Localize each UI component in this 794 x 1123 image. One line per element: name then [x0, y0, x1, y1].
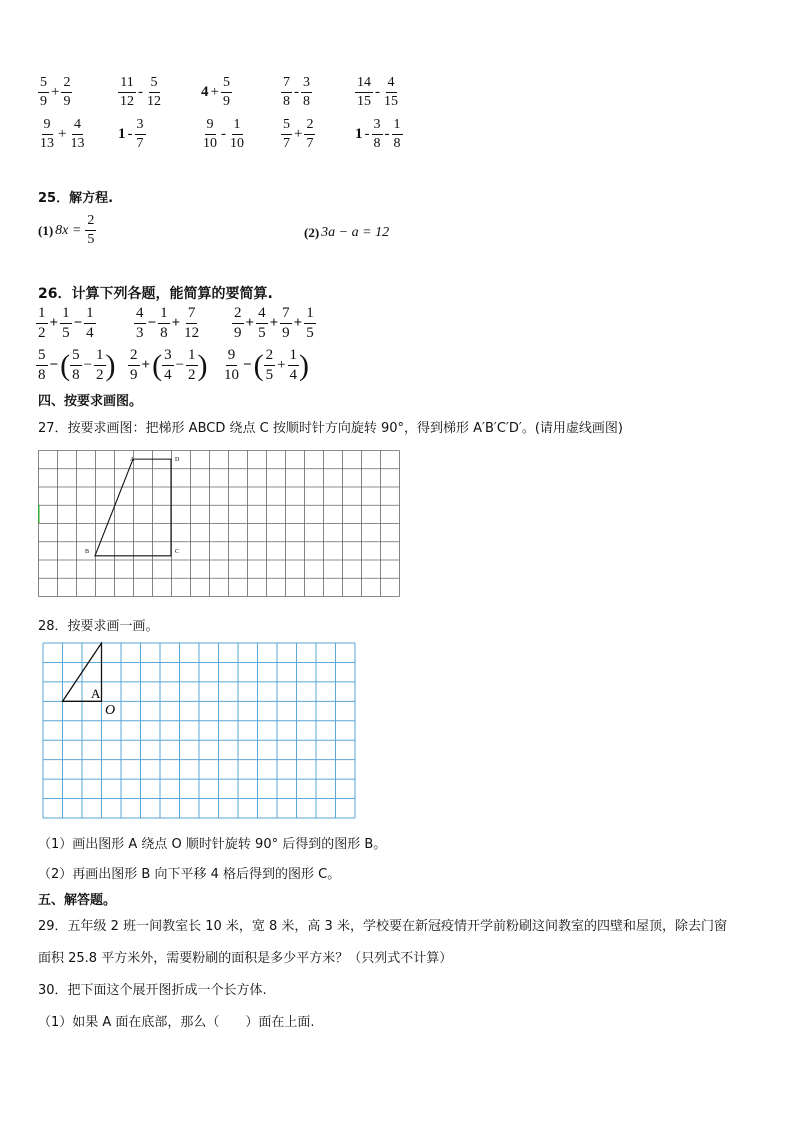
fraction: $\frac{3}{8}$: [303, 75, 310, 109]
q29-line1: 29．五年级 2 班一间教室长 10 米，宽 8 米，高 3 米，学校要在新冠疫情开学前粉刷这间教室的四壁和屋顶，除去门窗: [38, 919, 727, 934]
fraction-exercise: [355, 118, 403, 151]
operator: +: [51, 84, 60, 100]
simplify-exercise: [232, 306, 316, 341]
fraction: $\frac{7}{12}$: [184, 305, 200, 341]
fraction: $\frac{11}{12}$: [120, 75, 134, 109]
fraction: $\frac{9}{10}$: [224, 347, 239, 383]
simplify-exercise: [222, 348, 309, 383]
fraction: $\frac{4}{3}$: [136, 305, 144, 341]
operator: -: [221, 126, 226, 142]
operator: +: [171, 315, 181, 331]
simplify-exercise: [128, 348, 208, 383]
q25-p2-expr: 3a − a = 12: [321, 225, 390, 240]
fraction: $\frac{1}{8}$: [160, 305, 168, 341]
operator: +: [49, 315, 59, 331]
fraction: $\frac{9}{10}$: [203, 117, 217, 151]
parenthesis-group: ( $\frac{5}{8}$ − $\frac{1}{2}$ ): [60, 347, 116, 383]
fraction: $\frac{1}{5}$: [306, 305, 314, 341]
fraction: $\frac{5}{12}$: [147, 75, 161, 109]
fraction: $\frac{2}{5}$: [265, 347, 274, 383]
operator: −: [73, 315, 83, 331]
operator: −: [175, 357, 185, 373]
fraction-exercise: [281, 118, 315, 151]
fraction-exercise: [118, 118, 146, 151]
section-four-heading: 四、按要求画图。: [38, 394, 143, 409]
fraction: $\frac{1}{8}$: [393, 117, 401, 151]
label-a: A: [130, 457, 135, 463]
fraction: $\frac{14}{15}$: [357, 75, 371, 109]
label-c: C: [175, 549, 180, 555]
fraction-exercise: [38, 118, 86, 151]
fraction: $\frac{1}{2}$: [96, 347, 104, 383]
fraction-block: [38, 76, 758, 166]
q26-title: 26．计算下列各题，能简算的要简算.: [38, 286, 273, 302]
fraction: $\frac{1}{4}$: [289, 347, 298, 383]
whole-number: 1: [118, 126, 126, 142]
fraction: $\frac{4}{5}$: [258, 305, 266, 341]
fraction: $\frac{3}{7}$: [136, 117, 144, 151]
operator: −: [243, 357, 252, 373]
operator: +: [58, 126, 67, 142]
fraction: $\frac{4}{15}$: [384, 75, 398, 109]
operator: +: [277, 357, 286, 373]
fraction: $\frac{2}{9}$: [234, 305, 242, 341]
whole-number: 1: [355, 126, 363, 142]
q25-p1-frac: $\frac{2}{5}$: [87, 213, 95, 247]
q28-grid-figure: [42, 642, 360, 820]
fraction: $\frac{1}{5}$: [62, 305, 70, 341]
parenthesis-group: ( $\frac{3}{4}$ − $\frac{1}{2}$ ): [152, 347, 208, 383]
fraction: $\frac{1}{4}$: [86, 305, 94, 341]
fraction: $\frac{2}{9}$: [63, 75, 71, 109]
fraction-exercise: [201, 76, 232, 109]
operator: −: [49, 357, 59, 373]
operator: +: [269, 315, 279, 331]
fraction: $\frac{5}{8}$: [38, 347, 46, 383]
fraction: $\frac{2}{7}$: [306, 117, 314, 151]
fraction: $\frac{7}{9}$: [282, 305, 290, 341]
operator: +: [141, 357, 151, 373]
label-d: D: [175, 457, 180, 463]
q29-line2: 面积 25.8 平方米外，需要粉刷的面积是多少平方米？（只列式不计算）: [38, 951, 453, 966]
fraction-exercise: [355, 76, 400, 109]
q25-title: 25．解方程.: [38, 191, 114, 206]
operator: −: [83, 357, 93, 373]
q25-p1-lhs: 8x =: [55, 222, 82, 238]
fraction: $\frac{1}{10}$: [230, 117, 244, 151]
fraction: $\frac{5}{9}$: [222, 75, 230, 109]
fraction: $\frac{2}{9}$: [130, 347, 138, 383]
operator: -: [375, 84, 380, 100]
fraction: $\frac{3}{8}$: [373, 117, 381, 151]
parenthesis-group: ( $\frac{2}{5}$ + $\frac{1}{4}$ ): [253, 347, 310, 383]
fraction: $\frac{4}{13}$: [70, 117, 85, 151]
whole-number: 4: [201, 84, 209, 100]
section-five-heading: 五、解答题。: [38, 893, 117, 908]
simplify-exercise: [36, 348, 116, 383]
q28-step2: （2）再画出图形 B 向下平移 4 格后得到的图形 C。: [38, 867, 341, 882]
fraction: $\frac{1}{2}$: [38, 305, 46, 341]
operator: +: [293, 315, 303, 331]
operator: -: [127, 126, 133, 142]
label-b: B: [85, 549, 90, 555]
q30-step1: （1）如果 A 面在底部，那么（ ）面在上面.: [38, 1015, 315, 1030]
q25-part2: [304, 225, 389, 241]
fraction: $\frac{5}{8}$: [72, 347, 80, 383]
simplify-exercise: [36, 306, 96, 341]
fraction-exercise: [38, 76, 72, 109]
q25-part1: [38, 214, 96, 247]
fraction: $\frac{3}{4}$: [164, 347, 172, 383]
point-o-label: O: [105, 703, 116, 718]
operator: -: [138, 84, 143, 100]
operator: −: [147, 315, 157, 331]
operator: -: [294, 84, 299, 100]
q27-grid-figure: [38, 450, 400, 598]
simplify-exercise: [134, 306, 201, 341]
operator: +: [245, 315, 255, 331]
fraction-exercise: [281, 76, 312, 109]
q25-p1-label: (1): [38, 222, 54, 238]
operator: -: [364, 126, 370, 142]
fraction: $\frac{9}{13}$: [40, 117, 54, 151]
trapezoid-abcd: [95, 459, 171, 556]
q28-title: 28．按要求画一画。: [38, 619, 159, 634]
q28-step1: （1）画出图形 A 绕点 O 顺时针旋转 90° 后得到的图形 B。: [38, 837, 387, 852]
operator: -: [384, 126, 390, 142]
q30-title: 30．把下面这个展开图折成一个长方体.: [38, 983, 267, 998]
q25-p2-label: (2): [304, 225, 320, 240]
fraction-exercise: [118, 76, 163, 109]
fraction: $\frac{5}{9}$: [40, 75, 47, 109]
operator: +: [294, 126, 303, 142]
fraction-exercise: [201, 118, 246, 151]
fraction: $\frac{5}{7}$: [283, 117, 290, 151]
fraction: $\frac{7}{8}$: [283, 75, 290, 109]
operator: +: [210, 84, 219, 100]
fraction: $\frac{1}{2}$: [188, 347, 196, 383]
q27-title: 27．按要求画图：把梯形 ABCD 绕点 C 按顺时针方向旋转 90°，得到梯形 A′B′C′D′。(请用虚线画图): [38, 421, 623, 436]
shape-a-label: A: [91, 686, 101, 701]
q26-rows: [36, 306, 436, 390]
